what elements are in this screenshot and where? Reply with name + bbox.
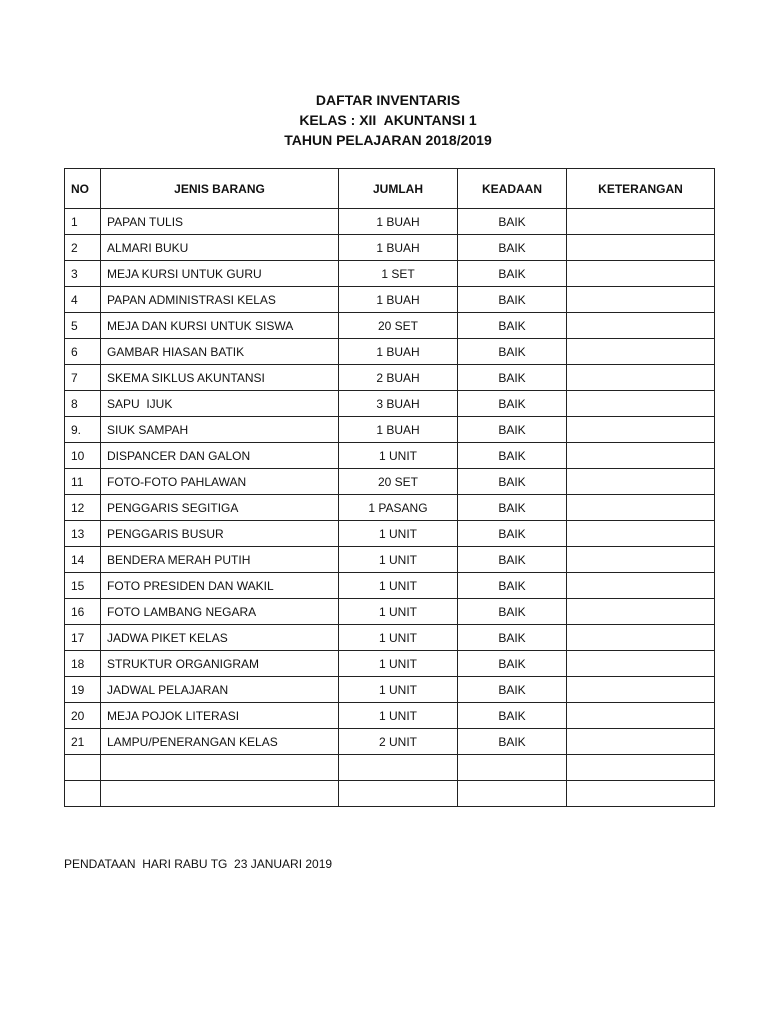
- table-row: [65, 521, 715, 547]
- cell-item: STRUKTUR ORGANIGRAM: [101, 651, 339, 677]
- cell-quantity: 3 BUAH: [339, 391, 458, 417]
- table-row: [65, 703, 715, 729]
- cell-item: [101, 755, 339, 781]
- cell-note: [567, 209, 715, 235]
- cell-item: SKEMA SIKLUS AKUNTANSI: [101, 365, 339, 391]
- cell-note: [567, 755, 715, 781]
- cell-item: FOTO-FOTO PAHLAWAN: [101, 469, 339, 495]
- table-row: [65, 781, 715, 807]
- cell-item: MEJA DAN KURSI UNTUK SISWA: [101, 313, 339, 339]
- cell-no: 4: [65, 287, 101, 313]
- cell-item: SIUK SAMPAH: [101, 417, 339, 443]
- table-row: [65, 729, 715, 755]
- cell-condition: BAIK: [458, 443, 567, 469]
- cell-item: PAPAN TULIS: [101, 209, 339, 235]
- table-row: [65, 651, 715, 677]
- cell-quantity: 1 BUAH: [339, 235, 458, 261]
- cell-note: [567, 729, 715, 755]
- cell-item: SAPU IJUK: [101, 391, 339, 417]
- cell-condition: BAIK: [458, 339, 567, 365]
- cell-note: [567, 625, 715, 651]
- document-title: [0, 90, 768, 150]
- cell-condition: BAIK: [458, 469, 567, 495]
- cell-no: 10: [65, 443, 101, 469]
- table-row: [65, 599, 715, 625]
- cell-condition: BAIK: [458, 261, 567, 287]
- cell-item: [101, 781, 339, 807]
- cell-note: [567, 365, 715, 391]
- cell-no: 21: [65, 729, 101, 755]
- column-header-quantity: JUMLAH: [339, 169, 458, 209]
- inventory-table: [64, 168, 715, 807]
- cell-condition: BAIK: [458, 599, 567, 625]
- cell-note: [567, 677, 715, 703]
- cell-quantity: 1 BUAH: [339, 339, 458, 365]
- cell-no: 3: [65, 261, 101, 287]
- table-header-row: [65, 169, 715, 209]
- cell-no: 8: [65, 391, 101, 417]
- cell-note: [567, 651, 715, 677]
- cell-quantity: 1 UNIT: [339, 677, 458, 703]
- table-row: [65, 755, 715, 781]
- cell-condition: BAIK: [458, 651, 567, 677]
- cell-no: [65, 781, 101, 807]
- cell-condition: BAIK: [458, 209, 567, 235]
- table-row: [65, 573, 715, 599]
- cell-item: MEJA KURSI UNTUK GURU: [101, 261, 339, 287]
- cell-condition: [458, 755, 567, 781]
- cell-quantity: 1 UNIT: [339, 547, 458, 573]
- cell-no: 2: [65, 235, 101, 261]
- cell-note: [567, 261, 715, 287]
- cell-note: [567, 443, 715, 469]
- cell-note: [567, 469, 715, 495]
- cell-condition: BAIK: [458, 313, 567, 339]
- cell-note: [567, 287, 715, 313]
- cell-condition: [458, 781, 567, 807]
- cell-item: DISPANCER DAN GALON: [101, 443, 339, 469]
- cell-note: [567, 547, 715, 573]
- cell-note: [567, 339, 715, 365]
- cell-item: JADWAL PELAJARAN: [101, 677, 339, 703]
- cell-quantity: 1 UNIT: [339, 573, 458, 599]
- cell-note: [567, 521, 715, 547]
- column-header-condition: KEADAAN: [458, 169, 567, 209]
- table-row: [65, 547, 715, 573]
- cell-quantity: 20 SET: [339, 313, 458, 339]
- cell-no: 15: [65, 573, 101, 599]
- cell-note: [567, 313, 715, 339]
- cell-note: [567, 703, 715, 729]
- cell-no: 13: [65, 521, 101, 547]
- cell-quantity: 20 SET: [339, 469, 458, 495]
- table-row: [65, 495, 715, 521]
- cell-no: 11: [65, 469, 101, 495]
- cell-item: FOTO LAMBANG NEGARA: [101, 599, 339, 625]
- table-row: [65, 391, 715, 417]
- table-row: [65, 417, 715, 443]
- table-row: [65, 261, 715, 287]
- cell-no: 6: [65, 339, 101, 365]
- cell-quantity: 2 UNIT: [339, 729, 458, 755]
- cell-condition: BAIK: [458, 287, 567, 313]
- cell-no: 17: [65, 625, 101, 651]
- table-row: [65, 287, 715, 313]
- cell-note: [567, 573, 715, 599]
- column-header-item: JENIS BARANG: [101, 169, 339, 209]
- cell-condition: BAIK: [458, 521, 567, 547]
- cell-no: 5: [65, 313, 101, 339]
- cell-item: GAMBAR HIASAN BATIK: [101, 339, 339, 365]
- cell-quantity: 1 BUAH: [339, 287, 458, 313]
- cell-quantity: 1 SET: [339, 261, 458, 287]
- cell-quantity: 1 UNIT: [339, 521, 458, 547]
- cell-item: PENGGARIS SEGITIGA: [101, 495, 339, 521]
- title-line-1: DAFTAR INVENTARIS: [315, 92, 461, 108]
- cell-no: 20: [65, 703, 101, 729]
- table-row: [65, 365, 715, 391]
- table-row: [65, 209, 715, 235]
- cell-condition: BAIK: [458, 677, 567, 703]
- table-row: [65, 625, 715, 651]
- cell-note: [567, 391, 715, 417]
- cell-condition: BAIK: [458, 729, 567, 755]
- cell-note: [567, 495, 715, 521]
- cell-note: [567, 599, 715, 625]
- cell-no: 9.: [65, 417, 101, 443]
- cell-note: [567, 417, 715, 443]
- cell-item: LAMPU/PENERANGAN KELAS: [101, 729, 339, 755]
- cell-no: 1: [65, 209, 101, 235]
- cell-no: 14: [65, 547, 101, 573]
- table-row: [65, 339, 715, 365]
- cell-condition: BAIK: [458, 391, 567, 417]
- cell-condition: BAIK: [458, 625, 567, 651]
- survey-date-note: PENDATAAN HARI RABU TG 23 JANUARI 2019: [64, 857, 333, 871]
- cell-item: PAPAN ADMINISTRASI KELAS: [101, 287, 339, 313]
- cell-condition: BAIK: [458, 547, 567, 573]
- column-header-note: KETERANGAN: [567, 169, 715, 209]
- cell-item: ALMARI BUKU: [101, 235, 339, 261]
- cell-no: [65, 755, 101, 781]
- title-line-3: TAHUN PELAJARAN 2018/2019: [284, 132, 492, 148]
- table-row: [65, 443, 715, 469]
- cell-condition: BAIK: [458, 573, 567, 599]
- cell-condition: BAIK: [458, 235, 567, 261]
- table-row: [65, 469, 715, 495]
- cell-quantity: 1 UNIT: [339, 443, 458, 469]
- table-row: [65, 313, 715, 339]
- cell-note: [567, 781, 715, 807]
- cell-quantity: 1 PASANG: [339, 495, 458, 521]
- cell-item: FOTO PRESIDEN DAN WAKIL: [101, 573, 339, 599]
- cell-condition: BAIK: [458, 495, 567, 521]
- cell-quantity: 2 BUAH: [339, 365, 458, 391]
- cell-no: 18: [65, 651, 101, 677]
- cell-no: 12: [65, 495, 101, 521]
- cell-quantity: 1 BUAH: [339, 209, 458, 235]
- cell-condition: BAIK: [458, 365, 567, 391]
- cell-item: BENDERA MERAH PUTIH: [101, 547, 339, 573]
- cell-item: JADWA PIKET KELAS: [101, 625, 339, 651]
- cell-condition: BAIK: [458, 703, 567, 729]
- cell-condition: BAIK: [458, 417, 567, 443]
- cell-quantity: 1 UNIT: [339, 625, 458, 651]
- title-line-2: KELAS : XII AKUNTANSI 1: [299, 112, 477, 128]
- cell-no: 16: [65, 599, 101, 625]
- cell-quantity: [339, 755, 458, 781]
- cell-note: [567, 235, 715, 261]
- cell-quantity: 1 UNIT: [339, 703, 458, 729]
- table-row: [65, 677, 715, 703]
- cell-no: 19: [65, 677, 101, 703]
- cell-quantity: [339, 781, 458, 807]
- cell-quantity: 1 UNIT: [339, 651, 458, 677]
- cell-quantity: 1 UNIT: [339, 599, 458, 625]
- cell-item: MEJA POJOK LITERASI: [101, 703, 339, 729]
- cell-item: PENGGARIS BUSUR: [101, 521, 339, 547]
- table-row: [65, 235, 715, 261]
- cell-no: 7: [65, 365, 101, 391]
- column-header-no: NO: [65, 169, 101, 209]
- table-body: [65, 209, 715, 807]
- cell-quantity: 1 BUAH: [339, 417, 458, 443]
